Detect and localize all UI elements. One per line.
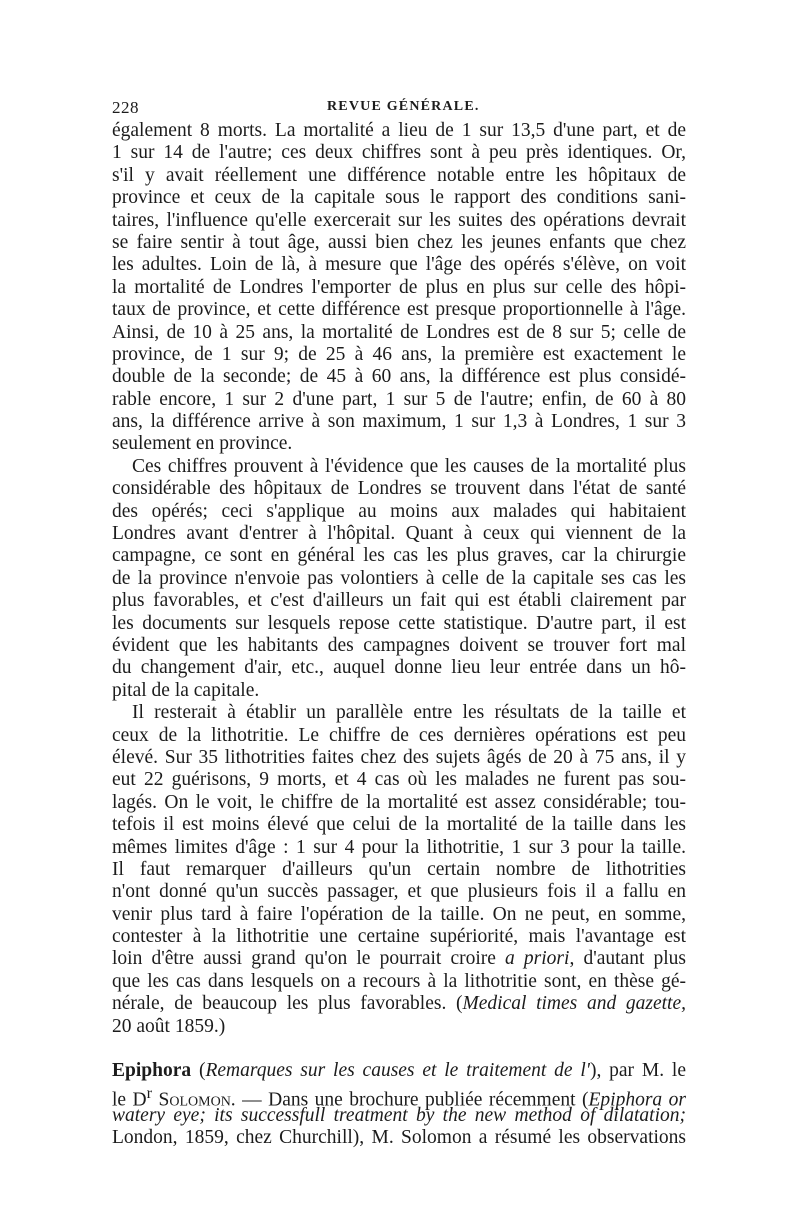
text-line: Ainsi, de 10 à 25 ans, la mortalité de Londres est de 8 sur 5; celle de [112,321,686,343]
section-gap [112,1038,686,1060]
text-line: s'il y avait réellement une différence notable entre les hôpitaux de [112,164,686,186]
text-line: ceux de la lithotritie. Le chiffre de ces dernières opérations est peu [112,724,686,746]
page-header [112,90,686,120]
author-name: Solomon. [152,1089,236,1111]
text-line: pital de la capitale. [112,679,260,701]
text-line [112,1082,686,1111]
text-line: du changement d'air, etc., auquel donne lieu leur entrée dans un hô- [112,657,686,679]
text-run: nérale, de beaucoup les plus favorables. ( [112,993,463,1015]
text-run: ), par M. le [589,1060,686,1082]
text-line: Il faut remarquer d'ailleurs qu'un certain nombre de lithotrities [112,858,686,880]
text-line: Londres avant d'entrer à l'hôpital. Quant à ceux qui viennent de la [112,523,686,545]
text-run: — Dans une brochure publiée récemment ( [235,1089,589,1111]
text-line: province, de 1 sur 9; de 25 à 46 ans, la première est exactement le [112,343,686,365]
text-line: n'ont donné qu'un succès passager, et que plusieurs fois il a fallu en [112,881,686,903]
italic-subtitle: Remarques sur les causes et le traitement de l' [205,1060,590,1082]
text-line: taires, l'influence qu'elle exercerait sur les suites des opérations devrait [112,209,686,231]
text-line: rable encore, 1 sur 2 d'une part, 1 sur 5 de l'autre; enfin, de 60 à 80 [112,388,686,410]
text-line [112,948,686,970]
text-run: loin d'être aussi grand qu'on le pourrait croire [112,948,506,970]
text-line: évident que les habitants des campagnes doivent se trouver fort mal [112,634,686,656]
italic-term: a priori [505,948,570,970]
section-epiphora [112,1060,686,1150]
text-line: plus favorables, et c'est d'ailleurs un fait qui est établi clairement par [112,590,686,612]
text-line: province et ceux de la capitale sous le rapport des conditions sani- [112,187,686,209]
page-number: 228 [112,98,139,117]
running-title: REVUE GÉNÉRALE. [327,99,480,114]
text-line: ans, la différence arrive à son maximum, 1 sur 1,3 à Londres, 1 sur 3 [112,411,686,433]
italic-title: Epiphora or [588,1089,686,1111]
book-page [112,90,686,1150]
text-line: les adultes. Loin de là, à mesure que l'âge des opérés s'élève, on voit [112,254,686,276]
text-line: tefois il est moins élevé que celui de la mortalité de la taille dans les [112,814,686,836]
text-run: , d'autant plus [569,948,687,970]
text-line: des opérés; ceci s'applique au moins aux malades qui habitaient [112,500,686,522]
text-line: élevé. Sur 35 lithotrities faites chez des sujets âgés de 20 à 75 ans, il y [112,746,686,768]
paragraph-mortality-comparison [112,120,686,456]
text-line [112,1060,686,1082]
text-line: de la province n'envoie pas volontiers à celle de la capitale ses cas les [112,567,686,589]
text-line: seulement en province. [112,433,293,455]
text-line: double de la seconde; de 45 à 60 ans, la différence est plus considé- [112,366,686,388]
text-line: les documents sur lesquels repose cette statistique. D'autre part, il est [112,612,686,634]
text-line: 1 sur 14 de l'autre; ces deux chiffres sont à peu près identiques. Or, [112,142,686,164]
text-line [112,993,686,1015]
source-citation: Medical times and gazette, [462,993,686,1015]
text-line: 20 août 1859.) [112,1015,226,1037]
text-line: taux de province, et cette différence est presque proportionnelle à l'âge. [112,299,686,321]
text-line: London, 1859, chez Churchill), M. Solomon a résumé les observations [112,1127,686,1149]
text-line: lagés. On le voit, le chiffre de la mortalité est assez considérable; tou- [112,791,686,813]
text-line: la mortalité de Londres l'emporter de plus en plus sur celle des hôpi- [112,276,686,298]
text-run: ( [191,1060,206,1082]
text-line: également 8 morts. La mortalité a lieu de 1 sur 13,5 d'une part, et de [112,120,686,141]
paragraph-causes [112,456,686,702]
text-line: contester à la lithotritie une certaine supériorité, mais l'avantage est [112,926,686,948]
text-line: se faire sentir à tout âge, aussi bien chez les jeunes enfants que chez [112,231,686,253]
text-line [112,1105,686,1127]
text-line: campagne, ce sont en général les cas les plus graves, car la chirurgie [112,545,686,567]
text-run: le D [112,1089,147,1111]
text-line: Ces chiffres prouvent à l'évidence que les causes de la mortalité plus [132,455,686,477]
section-title: Epiphora [112,1060,192,1082]
text-line: que les cas dans lesquels on a recours à la lithotritie sont, en thèse gé- [112,970,686,992]
italic-title: watery eye; its successfull treatment by the new method of dilatation; [112,1104,686,1126]
superscript: r [146,1084,153,1103]
text-line: mêmes limites d'âge : 1 sur 4 pour la lithotritie, 1 sur 3 pour la taille. [112,836,686,858]
paragraph-lithotritie [112,702,686,1038]
text-line: considérable des hôpitaux de Londres se trouvent dans l'état de santé [112,478,686,500]
text-line: Il resterait à établir un parallèle entre les résultats de la taille et [132,702,686,724]
text-line: venir plus tard à faire l'opération de la taille. On ne peut, en somme, [112,903,686,925]
text-line: eut 22 guérisons, 9 morts, et 4 cas où les malades ne furent pas sou- [112,769,686,791]
